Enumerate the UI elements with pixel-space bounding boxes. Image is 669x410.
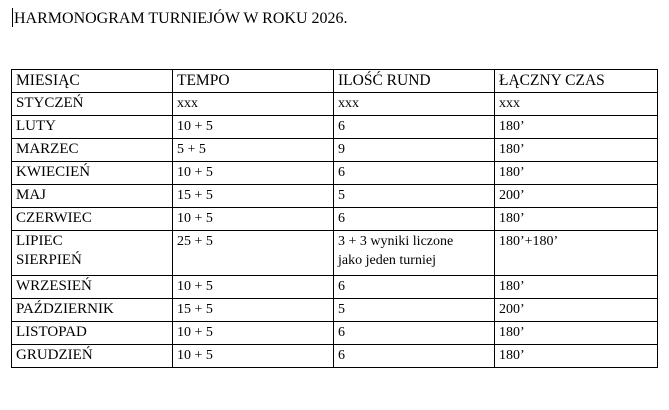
cell-total-time[interactable]: 180’ — [495, 276, 658, 299]
header-rounds[interactable]: ILOŚĆ RUND — [334, 70, 495, 93]
table-row — [12, 208, 658, 231]
table-row — [12, 162, 658, 185]
cell-tempo[interactable]: xxx — [173, 93, 334, 116]
cell-rounds[interactable]: 6 — [334, 208, 495, 231]
cell-tempo[interactable]: 5 + 5 — [173, 139, 334, 162]
cell-total-time[interactable]: 180’+180’ — [495, 231, 658, 276]
cell-tempo[interactable]: 15 + 5 — [173, 299, 334, 322]
table-row — [12, 299, 658, 322]
cell-total-time[interactable]: 180’ — [495, 139, 658, 162]
cell-rounds[interactable]: 5 — [334, 185, 495, 208]
cell-month[interactable]: GRUDZIEŃ — [12, 345, 173, 368]
cell-month[interactable]: PAŹDZIERNIK — [12, 299, 173, 322]
header-total-time[interactable]: ŁĄCZNY CZAS — [495, 70, 658, 93]
cell-month[interactable] — [12, 231, 173, 276]
table-row — [12, 276, 658, 299]
cell-month[interactable]: CZERWIEC — [12, 208, 173, 231]
cell-month[interactable]: KWIECIEŃ — [12, 162, 173, 185]
cell-month[interactable]: MARZEC — [12, 139, 173, 162]
cell-rounds[interactable]: 6 — [334, 345, 495, 368]
cell-tempo[interactable]: 10 + 5 — [173, 345, 334, 368]
cell-month[interactable]: STYCZEŃ — [12, 93, 173, 116]
cell-rounds[interactable]: 6 — [334, 116, 495, 139]
cell-rounds[interactable]: 9 — [334, 139, 495, 162]
month-line: SIERPIEŃ — [16, 252, 82, 268]
cell-total-time[interactable]: 200’ — [495, 185, 658, 208]
table-row — [12, 116, 658, 139]
table-row — [12, 322, 658, 345]
cell-tempo[interactable]: 10 + 5 — [173, 322, 334, 345]
cell-total-time[interactable]: 180’ — [495, 322, 658, 345]
cell-rounds[interactable]: 6 — [334, 276, 495, 299]
cell-rounds[interactable]: 5 — [334, 299, 495, 322]
rounds-line: jako jeden turniej — [338, 253, 436, 268]
cell-tempo[interactable]: 10 + 5 — [173, 162, 334, 185]
table-row — [12, 139, 658, 162]
document-title[interactable]: HARMONOGRAM TURNIEJÓW W ROKU 2026. — [14, 10, 348, 27]
header-month[interactable]: MIESIĄC — [12, 70, 173, 93]
header-tempo[interactable]: TEMPO — [173, 70, 334, 93]
cell-rounds[interactable]: 6 — [334, 162, 495, 185]
cell-month[interactable]: LUTY — [12, 116, 173, 139]
cell-tempo[interactable]: 10 + 5 — [173, 276, 334, 299]
cell-rounds[interactable] — [334, 231, 495, 276]
cell-tempo[interactable]: 15 + 5 — [173, 185, 334, 208]
table-row — [12, 345, 658, 368]
cell-total-time[interactable]: 180’ — [495, 345, 658, 368]
text-cursor — [12, 8, 13, 27]
table-row — [12, 93, 658, 116]
tournament-schedule-table — [11, 69, 658, 368]
cell-month[interactable]: MAJ — [12, 185, 173, 208]
cell-rounds[interactable]: 6 — [334, 322, 495, 345]
cell-month[interactable]: LISTOPAD — [12, 322, 173, 345]
cell-total-time[interactable]: 200’ — [495, 299, 658, 322]
cell-rounds[interactable]: xxx — [334, 93, 495, 116]
cell-total-time[interactable]: 180’ — [495, 208, 658, 231]
cell-total-time[interactable]: xxx — [495, 93, 658, 116]
cell-tempo[interactable]: 10 + 5 — [173, 116, 334, 139]
cell-tempo[interactable]: 25 + 5 — [173, 231, 334, 276]
cell-tempo[interactable]: 10 + 5 — [173, 208, 334, 231]
cell-total-time[interactable]: 180’ — [495, 162, 658, 185]
table-row — [12, 185, 658, 208]
table-header-row — [12, 70, 658, 93]
cell-month[interactable]: WRZESIEŃ — [12, 276, 173, 299]
cell-total-time[interactable]: 180’ — [495, 116, 658, 139]
table-row — [12, 231, 658, 276]
month-line: LIPIEC — [16, 233, 63, 249]
rounds-line: 3 + 3 wyniki liczone — [338, 234, 454, 249]
